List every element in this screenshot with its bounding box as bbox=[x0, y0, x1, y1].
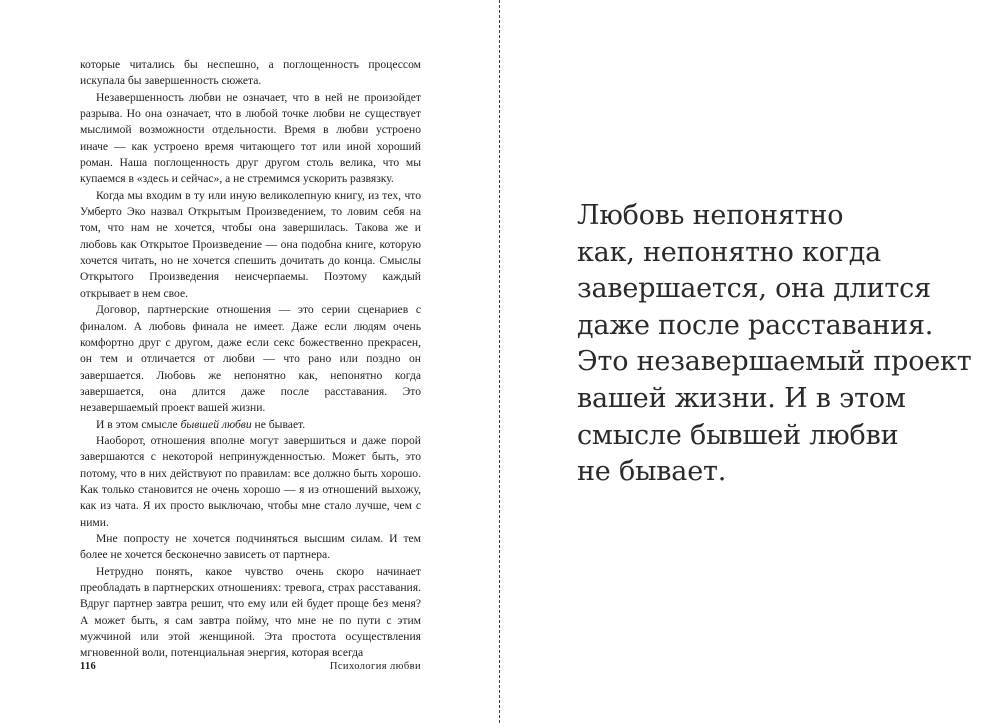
page-divider bbox=[499, 0, 500, 723]
paragraph: Незавершенность любви не означает, что в ней не произойдет разрыва. Но она означает, что в любой точке любви не существует мыслимой возможности отдельности. Время в любви устроено иначе — как устроено время читающего тот или иной хороший роман. Наша поглощенность друг другом столь велика, что мы купаемся в «здесь и сейчас», а не стремимся ускорить развязку. bbox=[80, 90, 421, 186]
left-page bbox=[0, 0, 499, 723]
paragraph: Наоборот, отношения вполне могут завершиться и даже порой завершаются с некоторой непринужденностью. Может быть, это потому, что в них действуют по правилам: все должно быть хорошо. Как только становится не очень хорошо — я из отношений выхожу, как из чата. Я их просто выключаю, чтобы мне стало лучше, чем с ними. bbox=[80, 433, 421, 529]
paragraph: Нетрудно понять, какое чувство очень скоро начинает преобладать в партнерских отношениях: тревога, страх расставания. Вдруг партнер завтра решит, что ему или ей будет проще без меня? А может быть, я сам завтра пойму, что мне не по пути с этим мужчиной или этой женщиной. Эта простота осуществления мгновенной воли, потенциальная энергия, которая всегда bbox=[80, 564, 421, 660]
pull-quote-line: завершается, она длится bbox=[577, 273, 931, 305]
pull-quote-line: не бывает. bbox=[577, 456, 727, 488]
pull-quote-line: смысле бывшей любви bbox=[577, 419, 899, 451]
pull-quote-line: Любовь непонятно bbox=[577, 200, 844, 231]
paragraph-text: не бывает. bbox=[251, 417, 306, 431]
running-title: Психология любви bbox=[329, 661, 421, 672]
pull-quote-line: даже после расставания. bbox=[577, 309, 934, 341]
page-footer bbox=[80, 661, 421, 677]
emphasis-text: бывшей любви bbox=[180, 417, 252, 431]
pull-quote-line: Это незавершаемый проект bbox=[577, 346, 972, 378]
paragraph-with-emphasis bbox=[80, 417, 421, 433]
page-number: 116 bbox=[80, 661, 97, 672]
paragraph-text: И в этом смысле bbox=[96, 417, 181, 431]
pull-quote-line: вашей жизни. И в этом bbox=[577, 382, 906, 414]
paragraph: которые читались бы неспешно, а поглощенность процессом искупала бы завершенность сюжета. bbox=[80, 58, 421, 88]
pull-quote bbox=[577, 198, 977, 491]
body-text bbox=[80, 57, 421, 662]
paragraph: Договор, партнерские отношения — это серии сценариев с финалом. А любовь финала не имеет. Даже если людям очень комфортно друг с другом, даже если секс божественно прекрасен, он тем и отличается от любви — что рано или поздно он завершается. Любовь же непонятно как, непонятно когда завершается, она длится даже после расставания. Это незавершаемый проект вашей жизни. bbox=[80, 303, 421, 415]
right-page bbox=[501, 0, 1000, 723]
paragraph: Мне попросту не хочется подчиняться высшим силам. И тем более не хочется бесконечно зависеть от партнера. bbox=[80, 531, 421, 562]
pull-quote-line: как, непонятно когда bbox=[577, 236, 882, 268]
paragraph: Когда мы входим в ту или иную великолепную книгу, из тех, что Умберто Эко назвал Открытым Произведением, то ловим себя на том, что нам не хочется, чтобы она завершилась. Такова же и любовь как Открытое Произведение — она подобна книге, которую хочется читать, но не хочется спешить дочитать до конца. Смыслы Открытого Произведения неисчерпаемы. Поэтому каждый открывает в нем свое. bbox=[80, 188, 421, 300]
